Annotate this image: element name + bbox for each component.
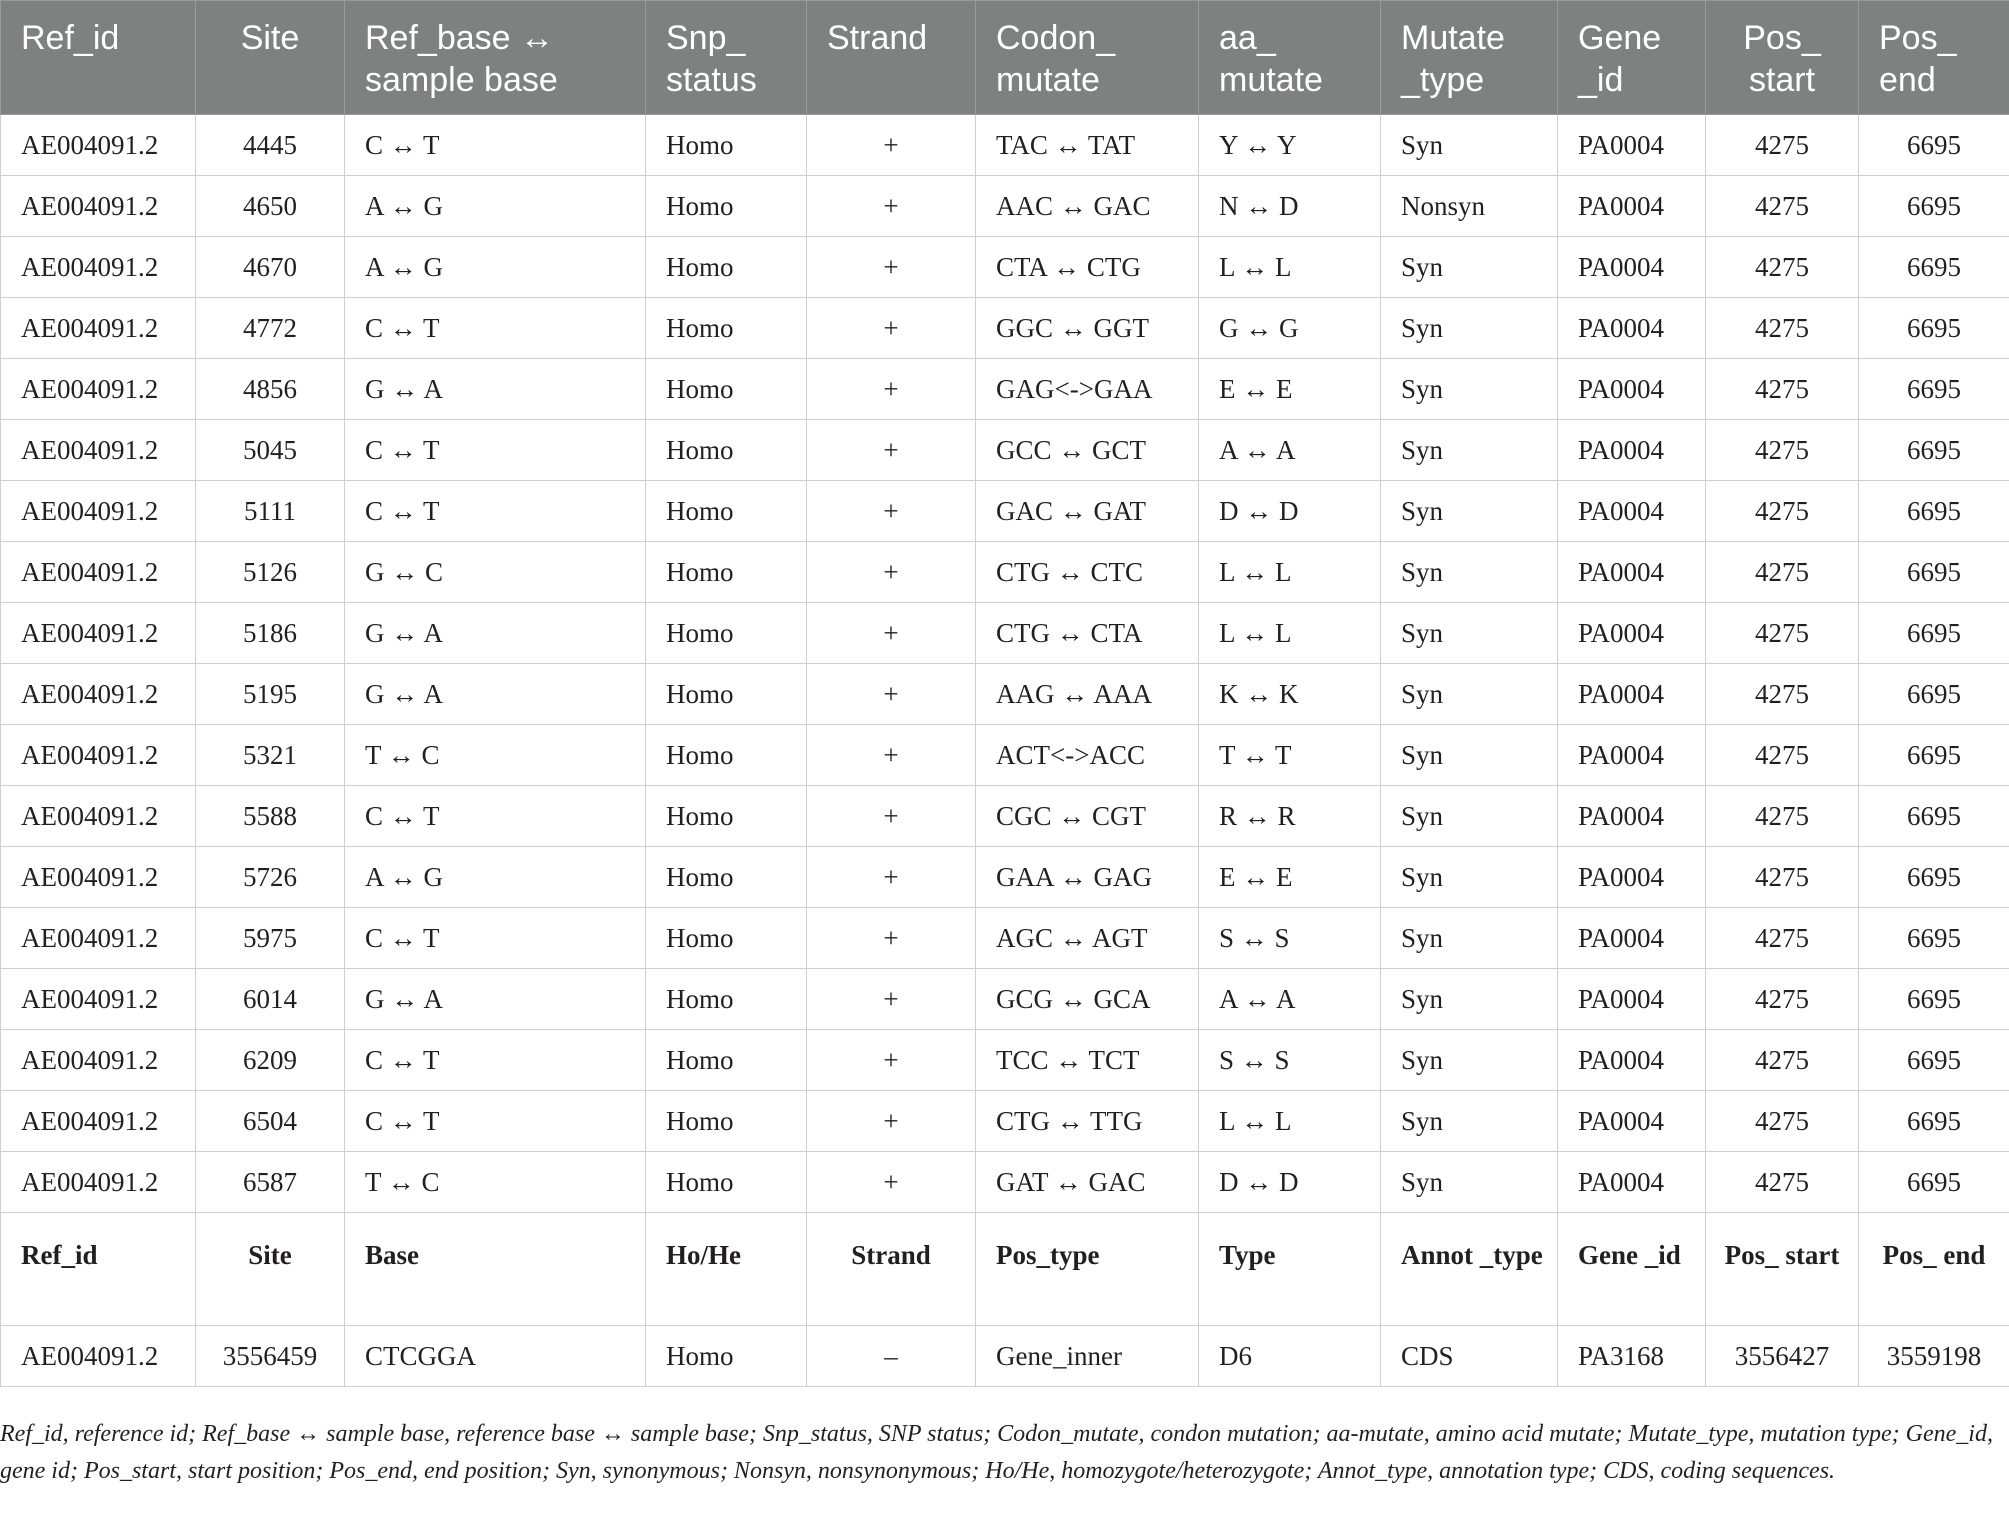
table-cell: 5111 — [196, 481, 345, 542]
table-cell: 3559198 — [1859, 1326, 2009, 1387]
table-cell: 3556459 — [196, 1326, 345, 1387]
table-cell: AE004091.2 — [1, 237, 196, 298]
table-cell: AE004091.2 — [1, 420, 196, 481]
table-cell: 5588 — [196, 786, 345, 847]
table-cell: Gene_inner — [976, 1326, 1199, 1387]
column-header: Strand — [807, 1, 976, 115]
table-cell: G ↔ G — [1199, 298, 1381, 359]
table-cell: K ↔ K — [1199, 664, 1381, 725]
table-cell: 4856 — [196, 359, 345, 420]
table-cell: 6587 — [196, 1152, 345, 1213]
table-cell: 3556427 — [1706, 1326, 1859, 1387]
table-cell: Type — [1199, 1213, 1381, 1326]
table-cell: + — [807, 908, 976, 969]
table-cell: T ↔ T — [1199, 725, 1381, 786]
table-cell: 4275 — [1706, 481, 1859, 542]
table-cell: + — [807, 603, 976, 664]
table-cell: N ↔ D — [1199, 176, 1381, 237]
subheader-row — [1, 1213, 2009, 1326]
table-cell: Homo — [646, 176, 807, 237]
table-cell: AE004091.2 — [1, 603, 196, 664]
table-row — [1, 603, 2009, 664]
table-cell: Base — [345, 1213, 646, 1326]
header-row — [1, 1, 2009, 115]
table-row — [1, 908, 2009, 969]
table-cell: G ↔ C — [345, 542, 646, 603]
table-cell: Homo — [646, 481, 807, 542]
table-cell: AE004091.2 — [1, 664, 196, 725]
table-cell: A ↔ G — [345, 176, 646, 237]
table-cell: PA0004 — [1558, 969, 1706, 1030]
table-body — [1, 115, 2009, 1387]
table-cell: Pos_type — [976, 1213, 1199, 1326]
table-row — [1, 664, 2009, 725]
table-cell: 6695 — [1859, 969, 2009, 1030]
table-cell: 6695 — [1859, 420, 2009, 481]
table-cell: Ref_id — [1, 1213, 196, 1326]
table-cell: Homo — [646, 969, 807, 1030]
table-row — [1, 298, 2009, 359]
table-cell: 6695 — [1859, 1152, 2009, 1213]
table-cell: C ↔ T — [345, 1030, 646, 1091]
table-cell: GCC ↔ GCT — [976, 420, 1199, 481]
column-header: Mutate _type — [1381, 1, 1558, 115]
table-cell: G ↔ A — [345, 969, 646, 1030]
table-cell: AE004091.2 — [1, 359, 196, 420]
table-row — [1, 969, 2009, 1030]
table-cell: PA3168 — [1558, 1326, 1706, 1387]
table-cell: L ↔ L — [1199, 542, 1381, 603]
table-cell: PA0004 — [1558, 725, 1706, 786]
table-cell: PA0004 — [1558, 908, 1706, 969]
table-cell: + — [807, 786, 976, 847]
table-cell: Syn — [1381, 725, 1558, 786]
table-row — [1, 1326, 2009, 1387]
table-cell: GAG<->GAA — [976, 359, 1199, 420]
table-cell: TCC ↔ TCT — [976, 1030, 1199, 1091]
table-cell: PA0004 — [1558, 237, 1706, 298]
table-cell: AE004091.2 — [1, 1326, 196, 1387]
table-cell: AE004091.2 — [1, 115, 196, 176]
table-cell: A ↔ G — [345, 237, 646, 298]
table-cell: 6695 — [1859, 725, 2009, 786]
table-cell: 4275 — [1706, 1152, 1859, 1213]
table-cell: PA0004 — [1558, 1091, 1706, 1152]
table-footnote: Ref_id, reference id; Ref_base ↔ sample base, reference base ↔ sample base; Snp_status, SNP status; Codon_mutate, condon mutation; aa-mutate, amino acid mutate; Mutate_type, mutation type; Gene_id, gene id; Pos_start, start position; Pos_end, end position; Syn, synonymous; Nonsyn, nonsynonymous; Ho/He, homozygote/heterozygote; Annot_type, annotation type; CDS, coding sequences. — [0, 1421, 1993, 1484]
table-cell: + — [807, 1152, 976, 1213]
table-cell: PA0004 — [1558, 176, 1706, 237]
table-row — [1, 1030, 2009, 1091]
table-cell: AE004091.2 — [1, 298, 196, 359]
table-cell: AGC ↔ AGT — [976, 908, 1199, 969]
table-cell: + — [807, 664, 976, 725]
table-cell: Homo — [646, 1091, 807, 1152]
table-cell: Syn — [1381, 603, 1558, 664]
table-row — [1, 786, 2009, 847]
table-cell: Syn — [1381, 847, 1558, 908]
table-cell: 6695 — [1859, 176, 2009, 237]
table-cell: Nonsyn — [1381, 176, 1558, 237]
table-cell: E ↔ E — [1199, 359, 1381, 420]
table-cell: 5321 — [196, 725, 345, 786]
table-cell: AE004091.2 — [1, 725, 196, 786]
table-cell: AE004091.2 — [1, 1030, 196, 1091]
table-cell: Syn — [1381, 420, 1558, 481]
table-cell: L ↔ L — [1199, 237, 1381, 298]
table-cell: AE004091.2 — [1, 908, 196, 969]
table-cell: AE004091.2 — [1, 847, 196, 908]
table-row — [1, 1091, 2009, 1152]
table-cell: Syn — [1381, 786, 1558, 847]
table-cell: Ho/He — [646, 1213, 807, 1326]
table-cell: GAA ↔ GAG — [976, 847, 1199, 908]
table-cell: 4275 — [1706, 786, 1859, 847]
table-cell: G ↔ A — [345, 664, 646, 725]
table-cell: R ↔ R — [1199, 786, 1381, 847]
table-cell: 4772 — [196, 298, 345, 359]
table-cell: 4275 — [1706, 969, 1859, 1030]
table-cell: Syn — [1381, 359, 1558, 420]
table-cell: Pos_ start — [1706, 1213, 1859, 1326]
table-cell: Syn — [1381, 664, 1558, 725]
table-cell: 4275 — [1706, 847, 1859, 908]
table-cell: AE004091.2 — [1, 176, 196, 237]
table-cell: Homo — [646, 1326, 807, 1387]
table-cell: ACT<->ACC — [976, 725, 1199, 786]
table-cell: Homo — [646, 359, 807, 420]
table-cell: 4275 — [1706, 176, 1859, 237]
table-cell: GAT ↔ GAC — [976, 1152, 1199, 1213]
table-cell: AE004091.2 — [1, 1091, 196, 1152]
table-cell: Syn — [1381, 1030, 1558, 1091]
table-cell: + — [807, 298, 976, 359]
table-cell: PA0004 — [1558, 115, 1706, 176]
table-cell: 6695 — [1859, 847, 2009, 908]
column-header: Site — [196, 1, 345, 115]
table-cell: 6695 — [1859, 298, 2009, 359]
table-cell: 6695 — [1859, 664, 2009, 725]
table-row — [1, 420, 2009, 481]
table-cell: 4275 — [1706, 115, 1859, 176]
table-cell: C ↔ T — [345, 1091, 646, 1152]
table-cell: CTA ↔ CTG — [976, 237, 1199, 298]
table-cell: 6695 — [1859, 1091, 2009, 1152]
table-cell: 5126 — [196, 542, 345, 603]
table-cell: PA0004 — [1558, 420, 1706, 481]
table-cell: AE004091.2 — [1, 542, 196, 603]
table-cell: 4275 — [1706, 420, 1859, 481]
table-cell: Gene _id — [1558, 1213, 1706, 1326]
table-cell: CGC ↔ CGT — [976, 786, 1199, 847]
table-cell: 5195 — [196, 664, 345, 725]
table-cell: A ↔ G — [345, 847, 646, 908]
table-cell: PA0004 — [1558, 1152, 1706, 1213]
table-cell: Homo — [646, 115, 807, 176]
table-cell: 6695 — [1859, 481, 2009, 542]
table-cell: G ↔ A — [345, 359, 646, 420]
table-cell: Syn — [1381, 115, 1558, 176]
table-cell: 6695 — [1859, 359, 2009, 420]
table-row — [1, 847, 2009, 908]
table-cell: 4670 — [196, 237, 345, 298]
table-cell: + — [807, 420, 976, 481]
table-cell: + — [807, 847, 976, 908]
table-cell: T ↔ C — [345, 1152, 646, 1213]
table-cell: AE004091.2 — [1, 481, 196, 542]
table-cell: Syn — [1381, 542, 1558, 603]
table-cell: + — [807, 1091, 976, 1152]
table-cell: + — [807, 481, 976, 542]
table-cell: GCG ↔ GCA — [976, 969, 1199, 1030]
column-header: Codon_ mutate — [976, 1, 1199, 115]
table-cell: 6695 — [1859, 237, 2009, 298]
table-cell: Strand — [807, 1213, 976, 1326]
table-cell: + — [807, 725, 976, 786]
table-row — [1, 481, 2009, 542]
table-cell: PA0004 — [1558, 481, 1706, 542]
table-cell: AE004091.2 — [1, 1152, 196, 1213]
table-cell: PA0004 — [1558, 664, 1706, 725]
table-cell: GAC ↔ GAT — [976, 481, 1199, 542]
table-cell: + — [807, 1030, 976, 1091]
table-cell: A ↔ A — [1199, 420, 1381, 481]
table-cell: 4275 — [1706, 908, 1859, 969]
table-cell: Homo — [646, 1152, 807, 1213]
table-cell: Syn — [1381, 1152, 1558, 1213]
table-cell: 6695 — [1859, 542, 2009, 603]
table-row — [1, 176, 2009, 237]
table-row — [1, 725, 2009, 786]
table-cell: Syn — [1381, 969, 1558, 1030]
table-cell: Homo — [646, 664, 807, 725]
table-cell: TAC ↔ TAT — [976, 115, 1199, 176]
table-cell: Syn — [1381, 908, 1558, 969]
table-cell: T ↔ C — [345, 725, 646, 786]
table-row — [1, 359, 2009, 420]
column-header: Pos_ end — [1859, 1, 2009, 115]
table-cell: + — [807, 115, 976, 176]
table-cell: 6695 — [1859, 908, 2009, 969]
table-cell: 6014 — [196, 969, 345, 1030]
table-cell: 5186 — [196, 603, 345, 664]
table-cell: CTG ↔ CTC — [976, 542, 1199, 603]
table-cell: D6 — [1199, 1326, 1381, 1387]
table-cell: 6209 — [196, 1030, 345, 1091]
table-cell: C ↔ T — [345, 115, 646, 176]
table-cell: D ↔ D — [1199, 481, 1381, 542]
table-cell: AE004091.2 — [1, 786, 196, 847]
table-cell: + — [807, 176, 976, 237]
table-cell: 4275 — [1706, 1030, 1859, 1091]
table-cell: Syn — [1381, 481, 1558, 542]
table-cell: GGC ↔ GGT — [976, 298, 1199, 359]
column-header: Snp_ status — [646, 1, 807, 115]
table-cell: Homo — [646, 1030, 807, 1091]
table-cell: C ↔ T — [345, 420, 646, 481]
table-header — [1, 1, 2009, 115]
table-cell: PA0004 — [1558, 359, 1706, 420]
table-cell: Syn — [1381, 1091, 1558, 1152]
table-cell: Homo — [646, 725, 807, 786]
table-cell: 4275 — [1706, 1091, 1859, 1152]
table-cell: Homo — [646, 542, 807, 603]
table-cell: AAG ↔ AAA — [976, 664, 1199, 725]
table-cell: 4275 — [1706, 298, 1859, 359]
table-cell: 5726 — [196, 847, 345, 908]
table-cell: PA0004 — [1558, 786, 1706, 847]
table-cell: C ↔ T — [345, 908, 646, 969]
table-cell: 5045 — [196, 420, 345, 481]
table-cell: A ↔ A — [1199, 969, 1381, 1030]
table-cell: PA0004 — [1558, 847, 1706, 908]
table-cell: 4275 — [1706, 237, 1859, 298]
table-cell: Syn — [1381, 298, 1558, 359]
table-cell: Homo — [646, 237, 807, 298]
table-cell: 4275 — [1706, 359, 1859, 420]
column-header: Ref_base ↔ sample base — [345, 1, 646, 115]
table-cell: PA0004 — [1558, 542, 1706, 603]
column-header: Gene _id — [1558, 1, 1706, 115]
table-row — [1, 542, 2009, 603]
table-cell: + — [807, 359, 976, 420]
table-cell: Homo — [646, 786, 807, 847]
table-cell: L ↔ L — [1199, 603, 1381, 664]
table-cell: AAC ↔ GAC — [976, 176, 1199, 237]
table-cell: + — [807, 237, 976, 298]
table-row — [1, 115, 2009, 176]
table-row — [1, 237, 2009, 298]
table-cell: 6695 — [1859, 115, 2009, 176]
table-cell: + — [807, 969, 976, 1030]
table-cell: CTG ↔ TTG — [976, 1091, 1199, 1152]
table-cell: 4275 — [1706, 725, 1859, 786]
table-cell: PA0004 — [1558, 1030, 1706, 1091]
table-cell: E ↔ E — [1199, 847, 1381, 908]
table-cell: S ↔ S — [1199, 908, 1381, 969]
table-cell: Homo — [646, 298, 807, 359]
table-cell: – — [807, 1326, 976, 1387]
table-cell: Syn — [1381, 237, 1558, 298]
table-cell: Y ↔ Y — [1199, 115, 1381, 176]
table-cell: PA0004 — [1558, 603, 1706, 664]
table-cell: 4275 — [1706, 664, 1859, 725]
table-cell: Pos_ end — [1859, 1213, 2009, 1326]
table-cell: D ↔ D — [1199, 1152, 1381, 1213]
column-header: Ref_id — [1, 1, 196, 115]
table-cell: L ↔ L — [1199, 1091, 1381, 1152]
table-cell: Homo — [646, 420, 807, 481]
table-cell: CDS — [1381, 1326, 1558, 1387]
column-header: Pos_ start — [1706, 1, 1859, 115]
table-cell: 4445 — [196, 115, 345, 176]
table-cell: Homo — [646, 603, 807, 664]
table-cell: C ↔ T — [345, 786, 646, 847]
table-row — [1, 1152, 2009, 1213]
table-cell: 4275 — [1706, 603, 1859, 664]
table-cell: PA0004 — [1558, 298, 1706, 359]
table-cell: Homo — [646, 847, 807, 908]
table-cell: CTCGGA — [345, 1326, 646, 1387]
table-cell: G ↔ A — [345, 603, 646, 664]
table-cell: AE004091.2 — [1, 969, 196, 1030]
table-cell: Homo — [646, 908, 807, 969]
table-cell: + — [807, 542, 976, 603]
table-cell: 6695 — [1859, 603, 2009, 664]
column-header: aa_ mutate — [1199, 1, 1381, 115]
table-cell: C ↔ T — [345, 481, 646, 542]
table-cell: S ↔ S — [1199, 1030, 1381, 1091]
table-cell: 6504 — [196, 1091, 345, 1152]
table-cell: CTG ↔ CTA — [976, 603, 1199, 664]
table-cell: 4650 — [196, 176, 345, 237]
table-cell: Site — [196, 1213, 345, 1326]
table-cell: Annot _type — [1381, 1213, 1558, 1326]
table-cell: 4275 — [1706, 542, 1859, 603]
table-cell: C ↔ T — [345, 298, 646, 359]
table-cell: 6695 — [1859, 1030, 2009, 1091]
table-cell: 6695 — [1859, 786, 2009, 847]
table-cell: 5975 — [196, 908, 345, 969]
